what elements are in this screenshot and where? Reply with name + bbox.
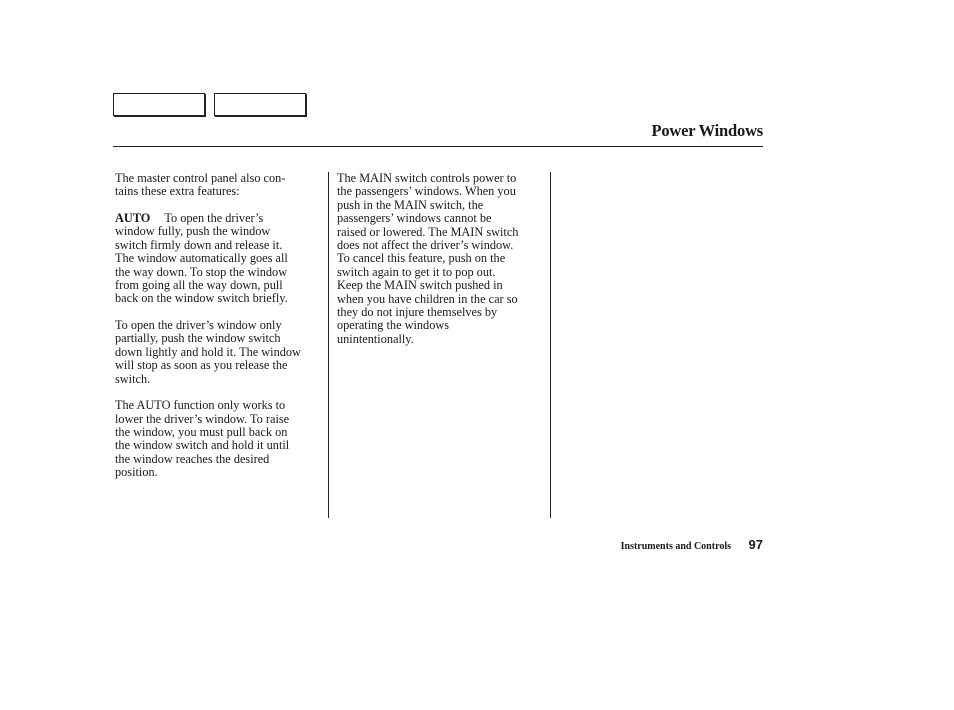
column-divider-2	[550, 172, 551, 518]
auto-description: To open the driver’s window fully, push the window switch firmly down and release it. The window automatically goes all the way down. To stop the window from going all the way down, pull back on the window switch briefly.	[115, 211, 288, 306]
partial-open-paragraph: To open the driver’s window only partially, push the window switch down lightly and hold it. The window will stop as soon as you release the switch.	[115, 318, 301, 386]
auto-paragraph	[115, 212, 320, 306]
nav-tab-box-1[interactable]	[113, 93, 205, 116]
nav-tab-box-2[interactable]	[214, 93, 306, 116]
auto-term: AUTO	[115, 211, 151, 225]
page-title: Power Windows	[651, 121, 763, 140]
intro-paragraph: The master control panel also con- tains these extra features:	[115, 171, 286, 199]
title-divider	[113, 146, 763, 147]
column-divider-1	[328, 172, 329, 518]
main-switch-paragraph: The MAIN switch controls power to the passengers’ windows. When you push in the MAIN switch, the passengers’ windows cannot be raised or lowered. The MAIN switch does not affect the driver’s window. To cancel this feature, push on the switch again to get it to pop out. Keep the MAIN switch pushed in when you have children in the car so they do not injure themselves by operating the windows unintentionally.	[337, 171, 519, 346]
left-column	[115, 172, 320, 493]
footer-section-label: Instruments and Controls	[620, 541, 731, 552]
page-number: 97	[748, 537, 763, 552]
middle-column	[337, 172, 544, 359]
auto-note-paragraph: The AUTO function only works to lower the driver’s window. To raise the window, you must pull back on the window switch and hold it until the window reaches the desired position.	[115, 398, 290, 480]
